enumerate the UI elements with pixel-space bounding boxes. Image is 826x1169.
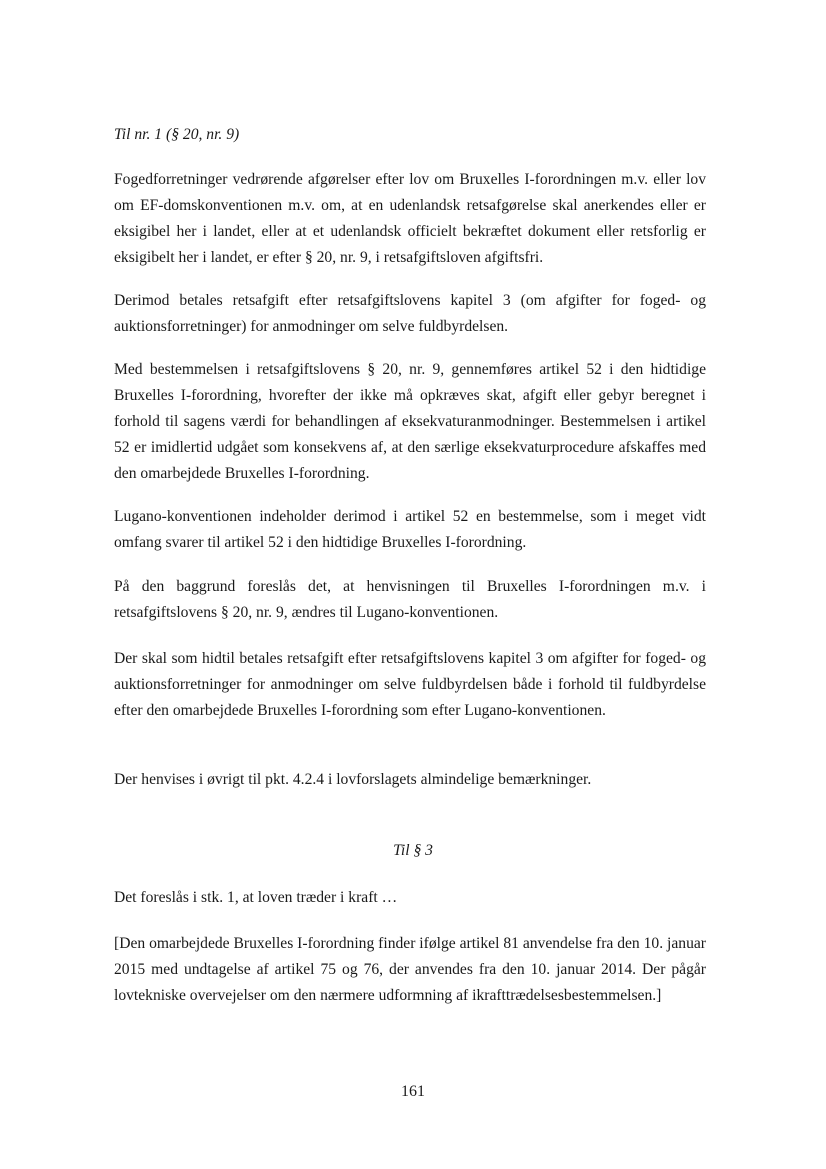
paragraph-2: Derimod betales retsafgift efter retsafgiftslovens kapitel 3 (om afgifter for foged- og auktionsforretninger) for anmodninger om selve fuldbyrdelsen. — [114, 292, 706, 335]
paragraph-9: [Den omarbejdede Bruxelles I-forordning finder ifølge artikel 81 anvendelse fra den 10. januar 2015 med undtagelse af artikel 75 og 76, der anvendes fra den 10. januar 2014. Der pågår lovtekniske overvejelser om den nærmere udformning af ikrafttrædelsesbestemmelsen.] — [114, 935, 706, 1004]
paragraph-5: På den baggrund foreslås det, at henvisningen til Bruxelles I-forordningen m.v. i retsafgiftslovens § 20, nr. 9, ændres til Lugano-konventionen. — [114, 578, 706, 621]
page-number: 161 — [401, 1083, 425, 1100]
paragraph-6: Der skal som hidtil betales retsafgift efter retsafgiftslovens kapitel 3 om afgifter for foged- og auktionsforretninger for anmodninger om selve fuldbyrdelsen både i forhold til fuldbyrdelse efter den omarbejdede Bruxelles I-forordning som efter Lugano-konventionen. — [114, 650, 706, 719]
paragraph-4: Lugano-konventionen indeholder derimod i artikel 52 en bestemmelse, som i meget vidt omfang svarer til artikel 52 i den hidtidige Bruxelles I-forordning. — [114, 508, 706, 551]
section-heading-s3: Til § 3 — [393, 842, 433, 859]
paragraph-1: Fogedforretninger vedrørende afgørelser efter lov om Bruxelles I-forordningen m.v. eller lov om EF-domskonventionen m.v. om, at en udenlandsk retsafgørelse skal anerkendes eller er eksigibel her i landet, eller at et udenlandsk officielt bekræftet dokument eller retsforlig er eksigibelt her i landet, er efter § 20, nr. 9, i retsafgiftsloven afgiftsfri. — [114, 171, 706, 266]
paragraph-7: Der henvises i øvrigt til pkt. 4.2.4 i lovforslagets almindelige bemærkninger. — [114, 771, 592, 788]
section-heading-nr1: Til nr. 1 (§ 20, nr. 9) — [114, 126, 240, 143]
paragraph-3: Med bestemmelsen i retsafgiftslovens § 20, nr. 9, gennemføres artikel 52 i den hidtidige Bruxelles I-forordning, hvorefter der ikke må opkræves skat, afgift eller gebyr beregnet i forhold til sagens værdi for behandlingen af eksekvaturanmodninger. Bestemmelsen i artikel 52 er imidlertid udgået som konsekvens af, at den særlige eksekvaturprocedure afskaffes med den omarbejdede Bruxelles I-forordning. — [114, 361, 706, 482]
paragraph-8: Det foreslås i stk. 1, at loven træder i kraft … — [114, 889, 398, 906]
